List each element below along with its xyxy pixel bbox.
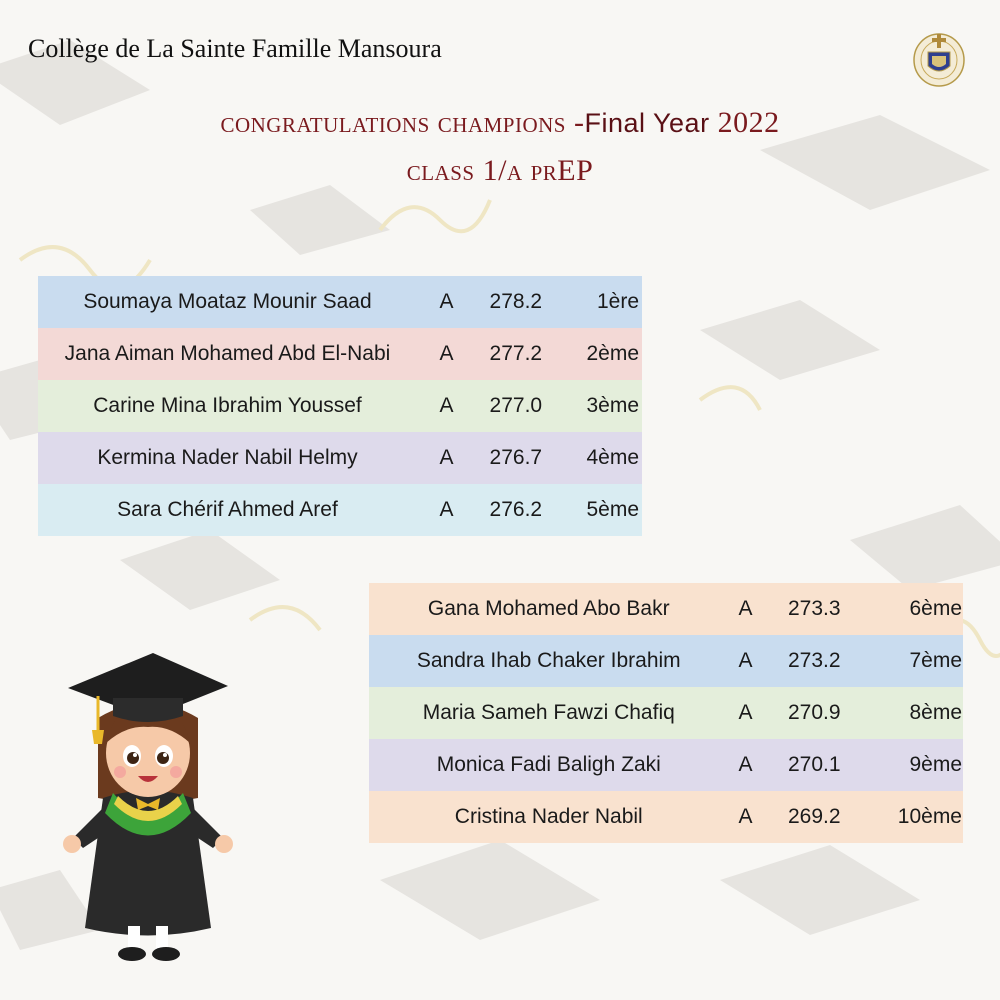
student-name: Cristina Nader Nabil [454, 805, 643, 828]
student-score: 270.1 [787, 753, 841, 776]
table-row [38, 432, 642, 484]
student-class: A [439, 446, 454, 469]
student-class: A [738, 805, 753, 828]
student-rank: 2ème [586, 342, 639, 365]
student-class: A [439, 394, 454, 417]
student-score: 276.2 [489, 498, 543, 521]
student-score: 269.2 [787, 805, 841, 828]
student-class: A [439, 290, 454, 313]
student-class: A [439, 342, 454, 365]
final-year-text: Final Year [584, 108, 710, 138]
student-class: A [738, 701, 753, 724]
student-rank: 9ème [909, 753, 962, 776]
ranking-table-6-to-10 [369, 583, 963, 843]
student-name: Carine Mina Ibrahim Youssef [93, 394, 362, 417]
school-crest-logo [912, 28, 966, 88]
student-rank: 7ème [909, 649, 962, 672]
student-rank: 6ème [909, 597, 962, 620]
title-text: congratulations champions - [220, 106, 585, 139]
student-class: A [738, 597, 753, 620]
student-score: 273.3 [787, 597, 841, 620]
student-rank: 3ème [586, 394, 639, 417]
table-row [38, 380, 642, 432]
student-score: 273.2 [787, 649, 841, 672]
student-rank: 10ème [897, 805, 962, 828]
student-class: A [439, 498, 454, 521]
table-row [38, 328, 642, 380]
table-row [369, 791, 963, 843]
graduate-girl-illustration [58, 648, 238, 968]
student-rank: 5ème [586, 498, 639, 521]
table-row [369, 583, 963, 635]
class-text-suffix: EP [557, 154, 594, 187]
table-row [369, 635, 963, 687]
table-row [369, 739, 963, 791]
student-score: 277.0 [489, 394, 543, 417]
student-name: Gana Mohamed Abo Bakr [427, 597, 670, 620]
student-rank: 8ème [909, 701, 962, 724]
student-name: Kermina Nader Nabil Helmy [97, 446, 358, 469]
student-score: 277.2 [489, 342, 543, 365]
table-row [369, 687, 963, 739]
student-name: Sandra Ihab Chaker Ibrahim [416, 649, 681, 672]
class-text: class 1/a pr [406, 154, 558, 187]
student-class: A [738, 753, 753, 776]
class-subtitle [0, 154, 1000, 188]
student-score: 276.7 [489, 446, 543, 469]
student-score: 278.2 [489, 290, 543, 313]
student-name: Jana Aiman Mohamed Abd El-Nabi [64, 342, 391, 365]
school-name: Collège de La Sainte Famille Mansoura [28, 34, 442, 63]
student-rank: 4ème [586, 446, 639, 469]
table-row [38, 276, 642, 328]
student-score: 270.9 [787, 701, 841, 724]
congratulations-title [0, 106, 1000, 140]
table-row [38, 484, 642, 536]
student-name: Maria Sameh Fawzi Chafiq [422, 701, 675, 724]
year-text: 2022 [717, 106, 780, 139]
student-class: A [738, 649, 753, 672]
student-name: Soumaya Moataz Mounir Saad [83, 290, 372, 313]
student-rank: 1ère [596, 290, 639, 313]
ranking-table-top-5 [38, 276, 642, 536]
student-name: Monica Fadi Baligh Zaki [436, 753, 661, 776]
student-name: Sara Chérif Ahmed Aref [117, 498, 338, 521]
